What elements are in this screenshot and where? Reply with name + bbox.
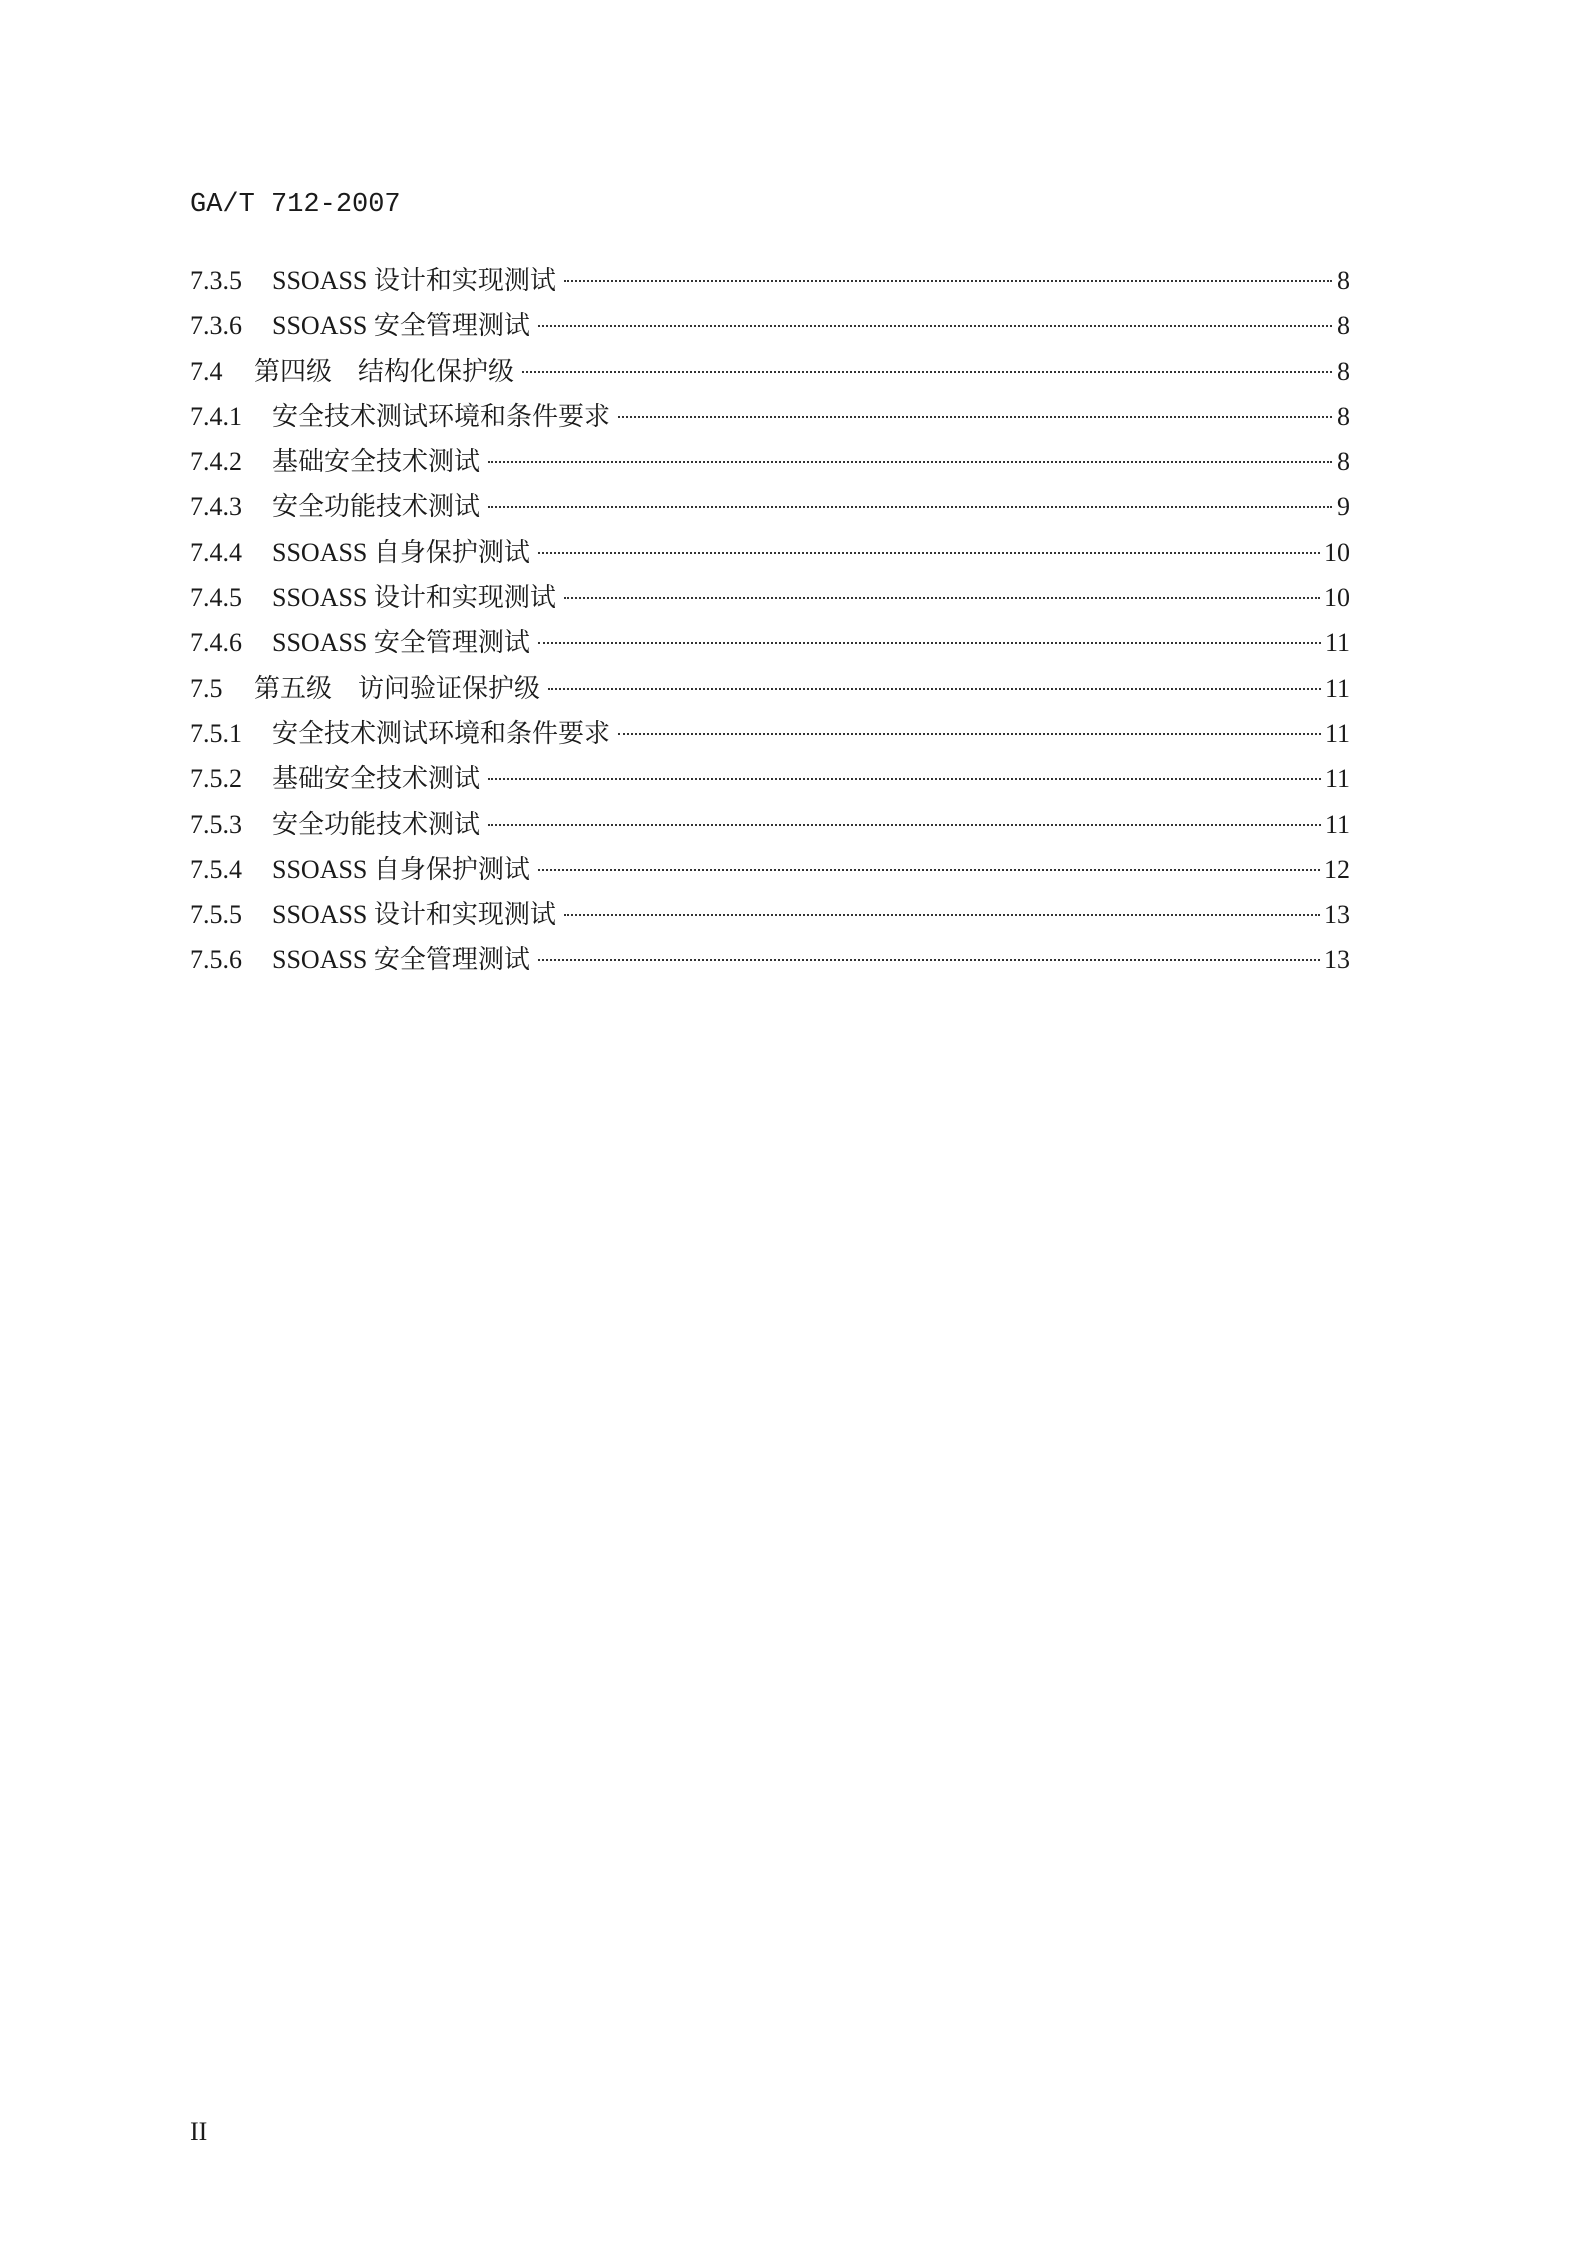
- toc-entry-number: 7.5.2: [190, 764, 242, 794]
- toc-entry-number: 7.5.3: [190, 809, 242, 839]
- table-of-contents: [190, 258, 1350, 983]
- toc-entry-page: 8: [1337, 447, 1350, 477]
- toc-entry-page: 8: [1337, 311, 1350, 341]
- page-number: II: [190, 2117, 208, 2146]
- toc-entry-number: 7.4.4: [190, 537, 242, 567]
- toc-entry-number: 7.4.5: [190, 583, 242, 613]
- toc-entry[interactable]: [190, 575, 1350, 620]
- toc-entry-number: 7.4.3: [190, 492, 242, 522]
- toc-entry-title: SSOASS 设计和实现测试: [272, 266, 556, 295]
- toc-entry[interactable]: [190, 756, 1350, 801]
- toc-entry-page: 11: [1324, 673, 1350, 703]
- toc-entry[interactable]: [190, 258, 1350, 303]
- toc-entry[interactable]: [190, 394, 1350, 439]
- toc-entry-title: SSOASS 设计和实现测试: [272, 583, 556, 613]
- toc-entry-title: 第五级 访问验证保护级: [254, 673, 541, 703]
- toc-entry-page: 8: [1337, 356, 1350, 386]
- toc-entry[interactable]: [190, 484, 1350, 529]
- toc-entry-title: SSOASS 安全管理测试: [272, 311, 530, 341]
- toc-entry-page: 13: [1324, 900, 1350, 930]
- toc-entry-title: 安全功能技术测试: [272, 492, 481, 522]
- toc-dot-leader: [522, 371, 1332, 373]
- toc-entry-number: 7.4.1: [190, 401, 242, 431]
- toc-entry-number: 7.4.2: [190, 447, 242, 477]
- toc-dot-leader: [618, 416, 1332, 418]
- toc-entry-number: 7.5.1: [190, 718, 242, 748]
- toc-dot-leader: [488, 506, 1332, 508]
- toc-entry-number: 7.5.6: [190, 945, 242, 975]
- toc-entry-number: 7.5.5: [190, 900, 242, 930]
- toc-dot-leader: [488, 824, 1321, 826]
- toc-dot-leader: [538, 869, 1320, 871]
- toc-entry-page: 8: [1337, 266, 1350, 295]
- toc-dot-leader: [538, 325, 1332, 327]
- toc-entry-page: 11: [1324, 718, 1350, 748]
- toc-entry[interactable]: [190, 303, 1350, 348]
- toc-dot-leader: [488, 461, 1332, 463]
- toc-dot-leader: [538, 959, 1320, 961]
- toc-entry-page: 10: [1324, 537, 1350, 567]
- toc-entry-page: 11: [1324, 628, 1350, 658]
- toc-entry-title: 安全技术测试环境和条件要求: [272, 718, 611, 748]
- toc-entry-number: 7.5: [190, 673, 223, 703]
- toc-entry-title: SSOASS 自身保护测试: [272, 854, 530, 884]
- toc-entry[interactable]: [190, 711, 1350, 756]
- toc-entry-number: 7.4: [190, 356, 223, 386]
- toc-entry-number: 7.3.5: [190, 266, 242, 295]
- toc-entry-page: 9: [1337, 492, 1350, 522]
- toc-entry-title: 基础安全技术测试: [272, 447, 481, 477]
- toc-entry-number: 7.3.6: [190, 311, 242, 341]
- toc-entry[interactable]: [190, 439, 1350, 484]
- toc-entry-page: 11: [1324, 764, 1350, 794]
- toc-entry[interactable]: [190, 892, 1350, 937]
- toc-dot-leader: [564, 597, 1320, 599]
- toc-entry-title: 安全技术测试环境和条件要求: [272, 401, 611, 431]
- toc-dot-leader: [488, 778, 1321, 780]
- toc-entry-title: SSOASS 安全管理测试: [272, 628, 530, 658]
- document-code: GA/T 712-2007: [190, 190, 401, 220]
- toc-entry[interactable]: [190, 349, 1350, 394]
- toc-dot-leader: [564, 280, 1332, 282]
- toc-dot-leader: [564, 914, 1320, 916]
- toc-dot-leader: [538, 552, 1320, 554]
- toc-entry-title: 基础安全技术测试: [272, 764, 481, 794]
- toc-entry[interactable]: [190, 666, 1350, 711]
- toc-entry-page: 10: [1324, 583, 1350, 613]
- toc-entry-page: 12: [1324, 854, 1350, 884]
- toc-entry[interactable]: [190, 847, 1350, 892]
- toc-entry[interactable]: [190, 620, 1350, 665]
- toc-entry-number: 7.4.6: [190, 628, 242, 658]
- toc-dot-leader: [548, 688, 1321, 690]
- toc-entry-title: SSOASS 设计和实现测试: [272, 900, 556, 930]
- toc-entry[interactable]: [190, 937, 1350, 982]
- toc-entry[interactable]: [190, 802, 1350, 847]
- toc-entry-page: 13: [1324, 945, 1350, 975]
- toc-entry-number: 7.5.4: [190, 854, 242, 884]
- toc-entry-title: SSOASS 安全管理测试: [272, 945, 530, 975]
- toc-entry-page: 8: [1337, 401, 1350, 431]
- toc-entry-title: SSOASS 自身保护测试: [272, 537, 530, 567]
- toc-dot-leader: [618, 733, 1321, 735]
- toc-entry-title: 安全功能技术测试: [272, 809, 481, 839]
- toc-entry[interactable]: [190, 530, 1350, 575]
- toc-entry-page: 11: [1324, 809, 1350, 839]
- toc-dot-leader: [538, 642, 1321, 644]
- toc-entry-title: 第四级 结构化保护级: [254, 356, 515, 386]
